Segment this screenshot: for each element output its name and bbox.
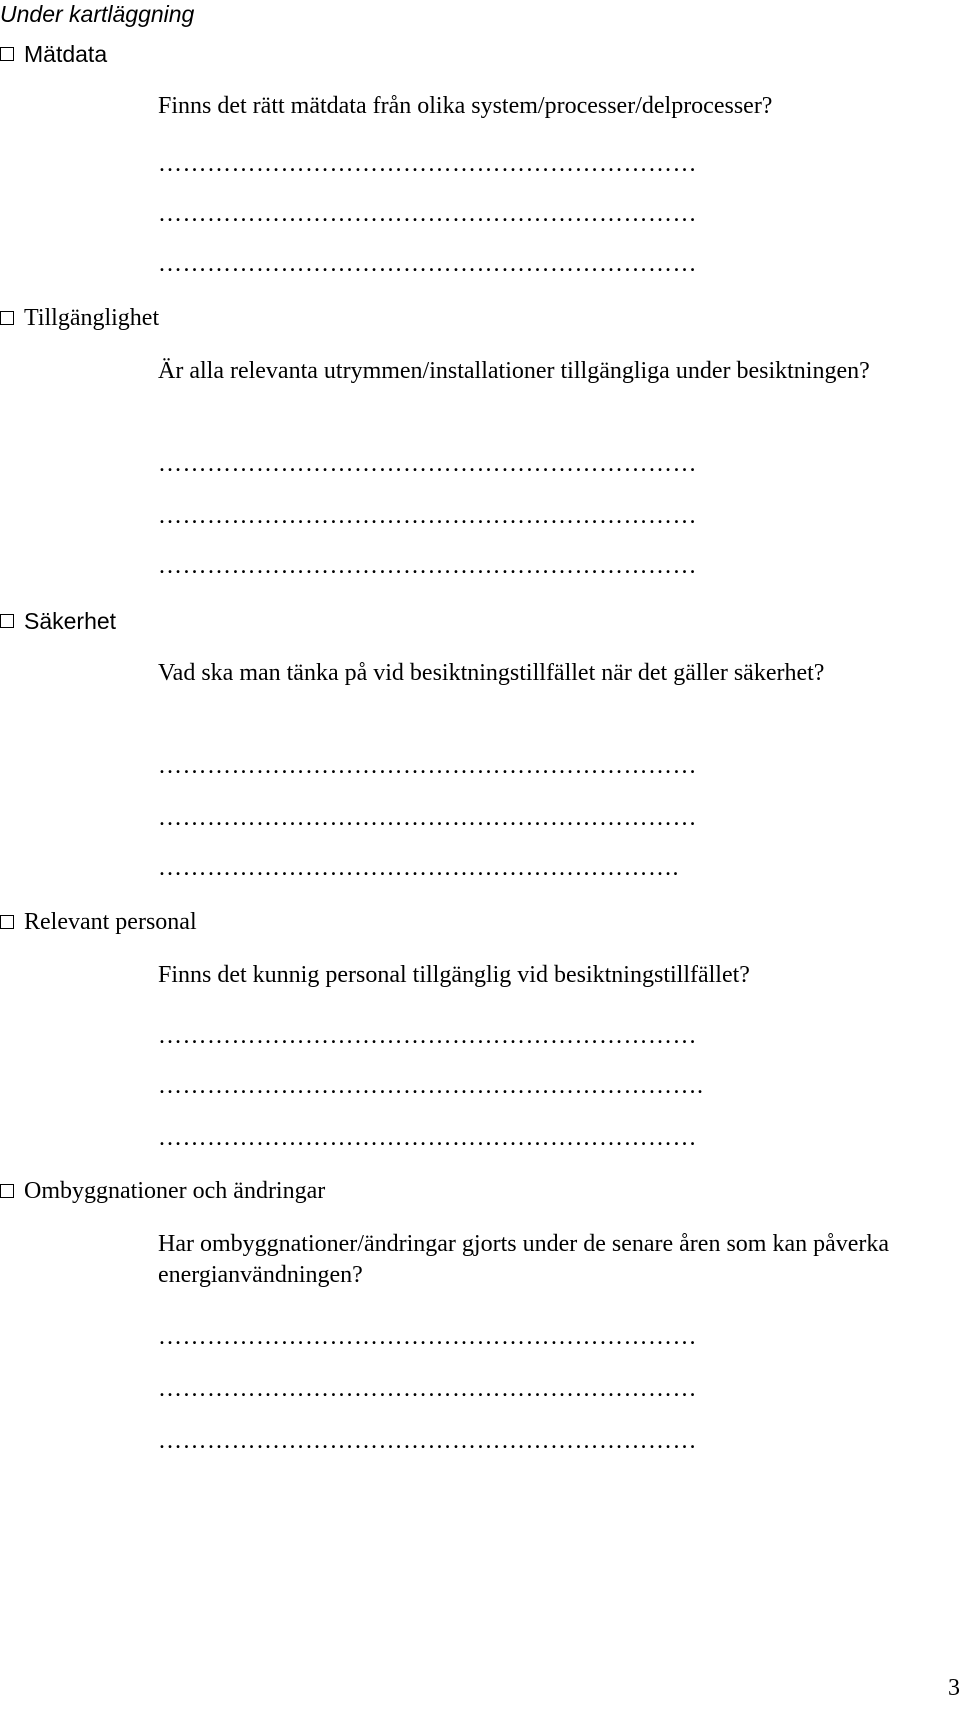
item-label: Tillgänglighet [24,305,160,331]
answer-line[interactable]: ………………………………………………………… [158,1023,697,1049]
answer-line[interactable]: ………………………………………………………… [158,1376,697,1402]
question-tillganglighet: Är alla relevanta utrymmen/installationer tillgängliga under besiktningen? [158,358,870,384]
checkbox-icon[interactable] [0,47,14,61]
checklist-item-sakerhet [0,607,116,635]
item-label: Relevant personal [24,909,197,935]
item-label: Säkerhet [24,608,117,634]
checklist-item-relevant-personal [0,908,197,936]
checkbox-icon[interactable] [0,311,14,325]
section-heading: Under kartläggning [0,1,195,27]
question-sakerhet: Vad ska man tänka på vid besiktningstillfället när det gäller säkerhet? [158,660,825,686]
answer-line[interactable]: ………………………………………………………… [158,251,697,277]
answer-line[interactable]: ………………………………………………………… [158,1324,697,1350]
checkbox-icon[interactable] [0,614,14,628]
answer-line[interactable]: ………………………………………………………… [158,553,697,579]
page-number: 3 [948,1675,960,1701]
answer-line[interactable]: ………………………………………………………… [158,1125,697,1151]
item-label: Ombyggnationer och ändringar [24,1178,326,1204]
question-relevant-personal: Finns det kunnig personal tillgänglig vid besiktningstillfället? [158,962,750,988]
answer-line[interactable]: ………………………………………………………… [158,451,697,477]
checklist-item-ombyggnationer [0,1177,325,1205]
answer-line[interactable]: ………………………………………………………… [158,805,697,831]
answer-line[interactable]: …………………………………………………………. [158,1073,704,1099]
question-ombyggnationer: Har ombyggnationer/ändringar gjorts under de senare åren som kan påverka energianvändningen? [158,1231,890,1288]
checkbox-icon[interactable] [0,915,14,929]
answer-line[interactable]: ………………………………………………………… [158,151,697,177]
question-matdata: Finns det rätt mätdata från olika system/processer/delprocesser? [158,93,773,119]
checklist-item-tillganglighet [0,304,159,332]
answer-line[interactable]: ………………………………………………………… [158,503,697,529]
answer-line[interactable]: ………………………………………………………… [158,201,697,227]
item-label: Mätdata [24,41,108,67]
answer-line[interactable]: ………………………………………………………. [158,855,679,881]
checklist-item-matdata [0,40,107,68]
checkbox-icon[interactable] [0,1184,14,1198]
answer-line[interactable]: ………………………………………………………… [158,1428,697,1454]
answer-line[interactable]: ………………………………………………………… [158,753,697,779]
